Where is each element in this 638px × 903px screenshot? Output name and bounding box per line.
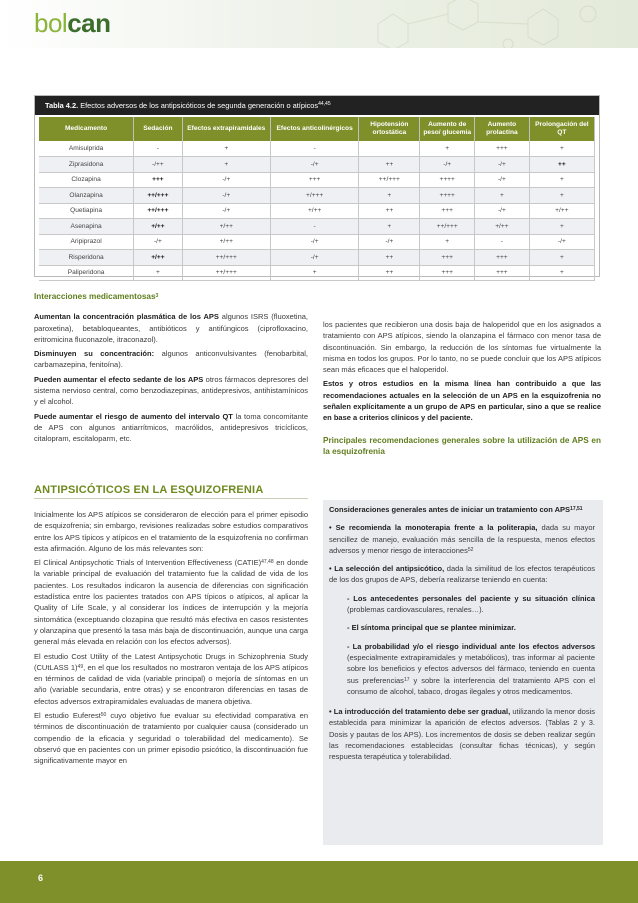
table-cell: -/+ [270,157,358,173]
table-header-cell: Hipotensión ortostática [359,117,420,141]
recommendations-box [323,500,603,845]
table-cell: + [529,250,594,266]
table-caption: Tabla 4.2. Efectos adversos de los antipsicóticos de segunda generación o atípicos$^{44,45}$ [35,96,599,115]
table-cell: Asenapina [39,219,134,235]
table-cell: ++/+++ [134,188,182,204]
table-cell: -/+ [475,172,530,188]
interactions-title: Interacciones medicamentosas$^3$ [34,292,159,301]
table-cell: + [529,265,594,281]
page-header [0,0,638,48]
table-cell: Aripiprazol [39,234,134,250]
table-cell: ++ [359,157,420,173]
table-header-cell: Efectos anticolinérgicos [270,117,358,141]
table-header-cell: Aumento de peso/ glucemia [420,117,475,141]
table-cell: + [529,172,594,188]
table-cell: + [529,219,594,235]
table-cell: + [529,188,594,204]
table-row [39,188,595,204]
table-cell: - [270,219,358,235]
page-number: 6 [38,873,44,883]
molecule-decoration [358,0,618,48]
table-cell: Amisulprida [39,141,134,157]
table-row [39,203,595,219]
interaction-paragraph: Puede aumentar el riesgo de aumento del intervalo QT la toma concomitante de APS con algunos antiarrítmicos, macrólidos, antidepresivos tricíclicos, citalopram, escitaloparm, etc. [34,411,309,444]
interactions-section [34,291,308,448]
table-cell: Quetiapina [39,203,134,219]
table-cell: - [134,141,182,157]
table-cell: ++/+++ [182,265,270,281]
table-cell: + [359,188,420,204]
sub-item: - Los antecedentes personales del paciente y su situación clínica (problemas cardiovasculares, renales…). [347,593,595,615]
table-cell: -/+ [182,172,270,188]
page-footer [0,861,638,903]
table-cell: + [182,141,270,157]
table-header-cell: Efectos extrapiramidales [182,117,270,141]
table-cell: ++/+++ [420,219,475,235]
table-cell: - [475,234,530,250]
table-cell: + [420,141,475,157]
body-paragraph-bold: Estos y otros estudios en la misma línea han contribuido a que las recomendaciones actuales en la selección de un APS en la esquizofrenia no señalen explícitamente a un grupo de APS en particular, sino a que se realice en base a criterios clínicos y del paciente. [323,379,601,423]
table-cell: +++ [420,265,475,281]
table-cell: ++++ [420,188,475,204]
table-header-cell: Prolongación del QT [529,117,594,141]
interaction-paragraph: Aumentan la concentración plasmática de los APS algunos ISRS (fluoxetina, paroxetina), betabloqueantes, antibióticos y antifúngicos (ciprofloxacino, eritromicina fluconazole, itraconazol). [34,312,308,344]
body-paragraph: El estudio Euferest$^{50}$ cuyo objetivo fue evaluar su efectividad comparativa en términos de discontinuación de tratamiento por cualquier causa (considerado un compendio de la eficacia y seguridad o tolerabilidad del medicamento). Se observó que en pacientes con un primer episodio psicótico, la discontinuación fue significativamente mayor en [34,711,309,766]
table-row [39,141,595,157]
table-row [39,219,595,235]
table-cell [359,141,420,157]
table-cell: ++++ [420,172,475,188]
table-cell: ++/+++ [134,203,182,219]
table-header-cell: Aumento prolactina [475,117,530,141]
box-title: Consideraciones generales antes de iniciar un tratamiento con APS$^{17,51}$ [329,505,583,514]
table-row [39,250,595,266]
table-cell: +/++ [134,219,182,235]
table-cell: - [270,141,358,157]
table-cell: ++/+++ [359,172,420,188]
table-cell: +++ [420,203,475,219]
recommendations-title: Principales recomendaciones generales sobre la utilización de APS en la esquizofrenia [323,435,601,456]
table-grid [39,117,595,281]
table-cell: +++ [475,265,530,281]
table-cell: + [134,265,182,281]
table-cell: -/+ [270,250,358,266]
body-paragraph: Inicialmente los APS atípicos se consideraron de elección para el primer episodio de esquizofrenia; sin embargo, revisiones realizadas sobre estudios comparativos entre los APS típicos y atípicos en el tratamiento de la esquizofrenia no confirman esta afirmación. Alguno de los más relevantes son: [34,510,308,553]
table-row [39,234,595,250]
table-cell: Clozapina [39,172,134,188]
table-cell: Risperidona [39,250,134,266]
table-cell: +/++ [182,234,270,250]
table-cell: + [475,188,530,204]
table-cell: ++ [359,265,420,281]
recommendation-item: • Se recomienda la monoterapia frente a la politerapia, dada su mayor sencillez de manejo, evaluación más sencilla de la respuesta, menos efectos adversos y menor riesgo de interacciones$^{52}$ [329,523,595,555]
table-cell: + [182,157,270,173]
table-cell: +/++ [475,219,530,235]
recommendation-item: • La introducción del tratamiento debe ser gradual, utilizando la menor dosis establecida para minimizar la aparición de efectos adversos. (Tablas 2 y 3. Dosis y pautas de los APS). Los incrementos de dosis se deben realizar según las recomendaciones establecidas (consultar fichas técnicas), y según respuesta terapéutica y tolerabilidad. [329,707,595,762]
sub-item: - La probabilidad y/o el riesgo individual ante los efectos adversos (especialmente extrapiramidales y metabólicos), tras informar al paciente sobre los beneficios y efectos adversos del fármaco, teniendo en cuenta sus preferencias$^{17}$ y sobre la interferencia del tratamiento APS con el consumo de alcohol, tabaco, drogas ilegales y otros medicamentos. [347,641,595,696]
table-cell: +++ [134,172,182,188]
table-row [39,172,595,188]
body-paragraph: El estudio Cost Utility of the Latest Antipsychotic Drugs in Schizophrenia Study (CUtLASS 1)$^{49}$, en el que los resultados no mostraron ventaja de los APS atípicos en términos de calidad de vida (variable principal) o mejoría de síntomas en un año (variable secundaria, entre otras) y se encontraron diferencias en tasas de efectos adversos extrapiramidales evaluadas de manera objetiva. [34,651,308,706]
table-cell: + [270,265,358,281]
adverse-effects-table [34,95,600,277]
schizophrenia-section-body [34,509,308,770]
table-cell: +/++ [529,203,594,219]
right-column-text [323,319,601,457]
table-header-cell: Medicamento [39,117,134,141]
body-paragraph: El Clinical Antipsychotic Trials of Intervention Effectiveness (CATIE)$^{47,48}$ en donde la variable principal de evaluación del tratamiento fue la calidad de vida de los pacientes. Los resultados indicaron la ausencia de diferencias con significación estadística entre los pacientes tratados con APS típicos o atípicos, al aplicar la Quality of Life Scale, y al considerar los índices de interrupción y la mejoría sintomática (exceptuando clozapina que resultó más efectiva en casos resistentes y olanzapina que presentó la tasa más baja de discontinuación, aunque una carga general más elevada en relación con los efectos adversos). [34,558,309,647]
table-cell: +++ [475,250,530,266]
interaction-paragraph: Disminuyen su concentración: algunos anticonvulsivantes (fenobarbital, carbamazepina, fenitoína). [34,349,308,370]
bolcan-logo: bolcan [34,8,111,38]
table-cell: + [420,234,475,250]
interaction-paragraph: Pueden aumentar el efecto sedante de los APS otros fármacos depresores del sistema nervioso central, como benzodiazepinas, antidepresivos, antihistamínicos y el alcohol. [34,374,308,407]
table-cell: +/++ [182,219,270,235]
table-row [39,157,595,173]
table-cell: -/+ [270,234,358,250]
table-cell: -/+ [529,234,594,250]
table-cell: Olanzapina [39,188,134,204]
table-cell: +/++ [270,203,358,219]
table-cell: +++ [420,250,475,266]
table-cell: ++ [359,250,420,266]
table-cell: +/+++ [270,188,358,204]
table-cell: -/+ [475,203,530,219]
table-cell: -/+ [134,234,182,250]
recommendation-item: • La selección del antipsicótico, dada la similitud de los efectos terapéuticos de los dos grupos de APS, debería realizarse teniendo en cuenta: [329,564,595,585]
table-cell: + [529,141,594,157]
table-row [39,265,595,281]
section-heading: ANTIPSICÓTICOS EN LA ESQUIZOFRENIA [34,484,308,499]
table-cell: -/+ [182,203,270,219]
table-cell: +/++ [134,250,182,266]
table-cell: -/+ [420,157,475,173]
body-paragraph: los pacientes que recibieron una dosis baja de haloperidol que en los asignados a tratamiento con APS atípicos, siendo la olanzapina el fármaco con menor tasa de discontinuación. Sin embargo, la reducción de los síntomas fue virtualmente la misma en todos los grupos. Por lo tanto, no se puede concluir que los APS atípicos sean más eficaces que el haloperidol. [323,320,601,375]
table-cell: ++/+++ [182,250,270,266]
table-cell: Paliperidona [39,265,134,281]
sub-item: - El síntoma principal que se plantee minimizar. [347,623,516,633]
table-cell: -/++ [134,157,182,173]
table-cell: -/+ [475,157,530,173]
table-cell: + [359,219,420,235]
table-cell: +++ [475,141,530,157]
table-cell: ++ [359,203,420,219]
table-cell: Ziprasidona [39,157,134,173]
table-cell: +++ [270,172,358,188]
table-header-cell: Sedación [134,117,182,141]
table-cell: ++ [529,157,594,173]
table-cell: -/+ [182,188,270,204]
table-cell: -/+ [359,234,420,250]
